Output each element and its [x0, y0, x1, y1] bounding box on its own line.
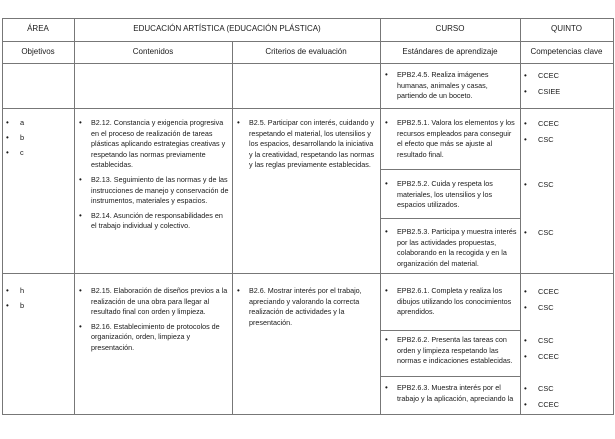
learning-standard — [385, 70, 517, 102]
competency-item: • CCEC — [524, 71, 610, 81]
learning-standard — [385, 118, 517, 160]
row-divider — [2, 273, 614, 274]
column-header-estandares: Estándares de aprendizaje — [402, 47, 498, 56]
competencies-list — [524, 384, 610, 416]
competency-item: • CSC — [524, 180, 610, 190]
objective-item: • c — [6, 148, 70, 158]
competency-item: • CCEC — [524, 119, 610, 129]
standard-text: • EPB2.5.2. Cuida y respeta los materiales, los utensilios y los espacios utilizados. — [385, 179, 517, 211]
content-item: • B2.12. Constancia y exigencia progresiva en el proceso de realización de tareas plásticas aplicando estrategias creativas y respetando las normas previamente establecidas. — [79, 118, 229, 171]
learning-standard — [385, 335, 517, 367]
competency-item: • CSC — [524, 303, 610, 313]
criterion-item: • B2.6. Mostrar interés por el trabajo, apreciando y valorando la correcta realización de actividades y la presentación. — [237, 286, 377, 328]
objectives-list — [6, 118, 70, 163]
table-border-bottom — [2, 414, 614, 415]
content-item: • B2.16. Establecimiento de protocolos de organización, orden, limpieza y presentación. — [79, 322, 229, 354]
criterion-item: • B2.5. Participar con interés, cuidando y respetando el material, los utensilios y los espacios, desarrollando la iniciativa y la creatividad, respetando las normas y las reglas previamente establecidas. — [237, 118, 377, 171]
content-item: • B2.13. Seguimiento de las normas y de las instrucciones de manejo y conservación de instrumentos, materiales y espacios. — [79, 175, 229, 207]
objective-item: • b — [6, 133, 70, 143]
standard-text: • EPB2.5.1. Valora los elementos y los recursos empleados para conseguir el efecto que más se ajuste al resultado final. — [385, 118, 517, 160]
objective-item: • h — [6, 286, 70, 296]
learning-standard — [385, 383, 517, 404]
competency-item: • CCEC — [524, 287, 610, 297]
competencies-list — [524, 180, 610, 196]
standard-divider — [380, 218, 520, 219]
evaluation-criteria — [237, 118, 377, 175]
competency-item: • CSC — [524, 336, 610, 346]
learning-standard — [385, 179, 517, 211]
table-border-top — [2, 18, 614, 19]
table-border-right — [613, 18, 614, 415]
standard-divider — [380, 330, 520, 331]
standard-text: • EPB2.5.3. Participa y muestra interés por las actividades propuestas, colaborando en la recogida y en la organización del material. — [385, 227, 517, 269]
competencies-list — [524, 287, 610, 319]
competencies-list — [524, 336, 610, 368]
course-value: QUINTO — [551, 24, 582, 33]
content-item: • B2.14. Asunción de responsabilidades en el trabajo individual y colectivo. — [79, 211, 229, 232]
column-divider — [520, 18, 521, 415]
row-divider — [2, 108, 614, 109]
competencies-list — [524, 119, 610, 151]
standard-text: • EPB2.4.5. Realiza imágenes humanas, animales y casas, partiendo de un boceto. — [385, 70, 517, 102]
learning-standard — [385, 227, 517, 269]
column-divider — [232, 41, 233, 415]
objective-item: • b — [6, 301, 70, 311]
column-header-divider — [2, 63, 614, 64]
learning-standard — [385, 286, 517, 318]
area-label: ÁREA — [27, 24, 49, 33]
standard-text: • EPB2.6.3. Muestra interés por el trabajo y la aplicación, apreciando la — [385, 383, 517, 404]
content-item: • B2.15. Elaboración de diseños previos a la realización de una obra para llegar al resultado final con orden y limpieza. — [79, 286, 229, 318]
course-label: CURSO — [435, 24, 465, 33]
contents-list — [79, 118, 229, 236]
column-divider — [380, 18, 381, 415]
competency-item: • CCEC — [524, 352, 610, 362]
subject-title: EDUCACIÓN ARTÍSTICA (EDUCACIÓN PLÁSTICA) — [133, 24, 321, 33]
competency-item: • CSC — [524, 228, 610, 238]
column-divider — [74, 18, 75, 415]
objectives-list — [6, 286, 70, 316]
competency-item: • CSIEE — [524, 87, 610, 97]
column-header-objetivos: Objetivos — [21, 47, 55, 56]
column-header-contenidos: Contenidos — [132, 47, 174, 56]
competency-item: • CCEC — [524, 400, 610, 410]
header-divider — [2, 41, 614, 42]
standard-divider — [380, 169, 520, 170]
standard-divider — [380, 376, 520, 377]
competency-item: • CSC — [524, 384, 610, 394]
table-border-left — [2, 18, 3, 415]
contents-list — [79, 286, 229, 358]
column-header-competencias: Competencias clave — [530, 47, 603, 56]
competency-item: • CSC — [524, 135, 610, 145]
standard-text: • EPB2.6.1. Completa y realiza los dibujos utilizando los conocimientos aprendidos. — [385, 286, 517, 318]
competencies-list — [524, 71, 610, 103]
objective-item: • a — [6, 118, 70, 128]
evaluation-criteria — [237, 286, 377, 332]
competencies-list — [524, 228, 610, 244]
standard-text: • EPB2.6.2. Presenta las tareas con orden y limpieza respetando las normas e indicaciones establecidas. — [385, 335, 517, 367]
column-header-criterios: Criterios de evaluación — [265, 47, 347, 56]
